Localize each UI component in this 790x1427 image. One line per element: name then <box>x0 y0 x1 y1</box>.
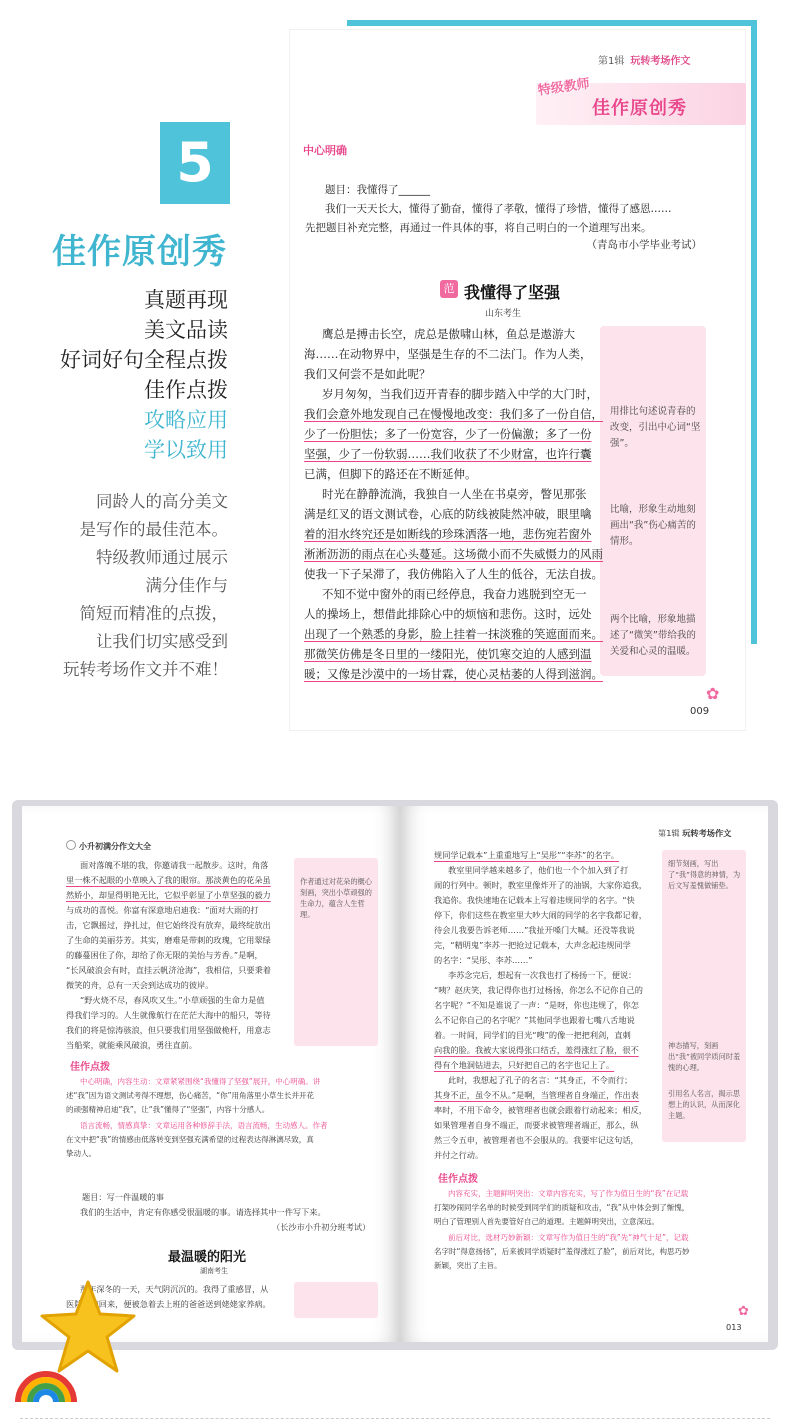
text-line: 的名字：“吴彤、李苏……” <box>434 955 533 965</box>
annotation-note: 两个比喻，形象地描述了“微笑”带给我的关爱和心灵的温暖。 <box>610 614 696 657</box>
text-line: 规同学记载本”上重重地写上“吴彤”“李苏”的名字。 <box>434 850 619 860</box>
text-line: 并付之行动。 <box>434 1150 484 1160</box>
comment-line: 中心明确，内容生动：文章紧紧围绕“我懂得了坚强”展开，中心明确。讲 <box>80 1077 321 1086</box>
essay-line: 鹰总是搏击长空，虎总是傲啸山林，鱼总是遨游大 <box>322 327 575 341</box>
text-line: 么不记你自己的名字呢？”其他同学也跟着七嘴八舌地说 <box>434 1015 635 1025</box>
book-logo-icon <box>66 840 76 850</box>
annotation-note: 引用名人名言，揭示思想上的认识，从而深化主题。 <box>668 1089 740 1120</box>
page-number: 013 <box>726 1322 742 1332</box>
essay-line-underlined: 着的泪水终究还是如断线的珍珠洒落一地，悲伤宛若窗外 <box>304 527 592 541</box>
blurb-line: 满分佳作与 <box>145 576 228 595</box>
book-header: 小升初满分作文大全 <box>66 840 151 852</box>
note-column <box>294 1282 378 1318</box>
question-source: （青岛市小学毕业考试） <box>586 239 702 251</box>
text-line: 率时，不用下命令，被管理者也就会跟着行动起来；相反， <box>434 1105 647 1115</box>
essay-line-underlined: 暖；又像是沙漠中的一场甘霖，使心灵枯萎的人得到滋润。 <box>304 667 603 681</box>
question-line: 先把题目补充完整，再通过一件具体的事，将自己明白的一个道理写出来。 <box>305 222 652 234</box>
text-line: 得有个地洞钻进去，只好把自己的名字也记上了。 <box>434 1060 615 1070</box>
comment-line: 的顽强精神启迪“我”，让“我”懂得了“坚强”，内容十分感人。 <box>66 1105 270 1114</box>
feature-item-highlight: 学以致用 <box>144 438 228 462</box>
question-source: （长沙市小升初分班考试） <box>272 1222 371 1232</box>
essay-line: 我们又何尝不是如此呢？ <box>304 367 431 381</box>
text-line: 面对落魄不堪的我，你邀请我一起散步。这时，角落 <box>80 860 269 870</box>
page-number: 009 <box>690 706 710 717</box>
topic-tag: 中心明确 <box>303 144 347 157</box>
question-title: 题目：写一件温暖的事 <box>82 1192 164 1202</box>
text-line: 如果管理者自身不端正，而要求被管理者端正，那么，纵 <box>434 1120 639 1130</box>
essay-line-underlined: 我们会意外地发现自己在慢慢地改变：我们多了一份自信， <box>304 407 603 421</box>
text-line: 然三令五申，被管理者也不会服从的。我要牢记这句话， <box>434 1135 639 1145</box>
blurb-line: 玩转考场作文并不难！ <box>63 660 228 679</box>
annotation-note: 作者通过对花朵的概心刻画，突出小草顽强的生命力，蕴含人生哲理。 <box>300 877 372 919</box>
divider <box>20 1418 770 1419</box>
essay-line: 海……在动物界中，坚强是生存的不二法门。作为人类， <box>304 347 592 361</box>
comment-line: 打架吵闹同学名单的时候受到同学们的质疑和攻击，“我”从中体会到了惭愧， <box>434 1203 690 1212</box>
text-line: 我们的将是惊涛骇浪，但只要我们用坚强做桅杆，用意志 <box>66 1025 271 1035</box>
text-line: 停下，你们这些在教室里大吵大闹的同学的名字我都记着， <box>434 910 647 920</box>
text-line: 闹的行列中。顿时，教室里像炸开了的油锅，大家你追我， <box>434 880 647 890</box>
teacher-logo: 特级教师 <box>537 76 591 99</box>
annotation-note: 用排比句述说青春的改变，引出中心词“坚强”。 <box>610 406 701 449</box>
text-line: 得我们学习的。人生就像航行在茫茫大海中的船只，等待 <box>66 1010 271 1020</box>
blurb-line: 特级教师通过展示 <box>96 548 228 567</box>
text-line: “长风破浪会有时，直挂云帆济沧海”，我相信，只要秉着 <box>66 965 271 975</box>
comment-line: 述“我”因为语文测试考得不理想，伤心痛苦，“你”用角落里小草生长并开花 <box>66 1091 315 1100</box>
annotation-note: 神态描写，刻画出“我”被同学质问时羞愧的心理。 <box>668 1041 741 1072</box>
text-line: 里一株不起眼的小草映入了我的眼帘。那淡黄色的花朵虽 <box>66 875 271 885</box>
essay-line: 使我一下子呆滞了，我仿佛陷入了人生的低谷，无法自拔。 <box>304 567 603 581</box>
comment-line: 前后对比，选材巧妙新颖：文章写作为值日生的“我”先“神气十足”，记载 <box>448 1233 689 1242</box>
essay-line-underlined: 出现了一个熟悉的身影，脸上挂着一抹淡雅的笑遮面而来。 <box>304 627 603 641</box>
feature-item: 好词好句全程点拨 <box>60 348 228 372</box>
running-head: 第1辑 玩转考场作文 <box>658 828 732 838</box>
essay-line: 满是红叉的语文测试卷，心底的防线被陡然冲破，眼里噙 <box>304 507 592 521</box>
comment-line: 语言流畅，情感真挚：文章运用各种修辞手法，语言流畅，生动感人。作者 <box>80 1121 328 1130</box>
question-line: 我们的生活中，肯定有你感受很温暖的事。请选择其中一件写下来。 <box>80 1207 326 1217</box>
running-head: 第1辑 玩转考场作文 <box>598 56 691 67</box>
text-line: 医院输液回来，便被急着去上班的爸爸送到姥姥家养病。 <box>66 1299 271 1309</box>
text-line: 击，它飘摇过，挣扎过，但它始终没有放弃，最终绽放出 <box>66 920 271 930</box>
text-line: “咦？赵庆笑，我记得你也打过杨扬，你怎么不记你自己的 <box>434 985 643 995</box>
essay-line: 岁月匆匆，当我们迈开青春的脚步踏入中学的大门时， <box>322 387 598 401</box>
text-line: 与成功的喜悦。你富有深意地启迪我：“面对大雨的打 <box>66 905 259 915</box>
feature-item: 佳作点拨 <box>144 378 228 402</box>
essay-author: 湖南考生 <box>200 1267 228 1275</box>
essay-line: 不知不觉中窗外的雨已经停息，我奋力逃脱到空无一 <box>322 587 587 601</box>
comment-title: 佳作点拨 <box>70 1062 110 1073</box>
comment-line: 名字时“得意扬扬”，后来被同学质疑时“羞得涨红了脸”，前后对比，构思巧妙 <box>434 1247 690 1256</box>
essay-title: 最温暖的阳光 <box>168 1250 247 1265</box>
text-line: 我追你。我快速地在记载本上写着违规同学的名字。“快 <box>434 895 635 905</box>
blurb-line: 同龄人的高分美文 <box>96 492 228 511</box>
blurb-line: 简短而精准的点拨， <box>79 604 228 623</box>
section-number-badge: 5 <box>160 122 230 204</box>
comment-line: 明白了管理别人首先要管好自己的道理。主题鲜明突出，立意深远。 <box>434 1217 659 1226</box>
book-spread <box>12 800 778 1350</box>
text-line: 向我的脸。我被大家说得张口结舌，羞得涨红了脸，很不 <box>434 1045 639 1055</box>
text-line: 待会儿我要告诉老师……”我扯开嗓门大喊。还没等我说 <box>434 925 635 935</box>
essay-line-underlined: 那微笑仿佛是冬日里的一缕阳光，使饥寒交迫的人感到温 <box>304 647 592 661</box>
star-icon <box>38 1278 138 1378</box>
text-line: 然娇小，却显得明艳无比，它似乎彰显了小草坚强的毅力 <box>66 890 271 900</box>
comment-line: 挚动人。 <box>66 1149 96 1158</box>
essay-icon: 范 <box>440 280 458 298</box>
feature-item-highlight: 攻略应用 <box>144 408 228 432</box>
text-line: 完，“精明鬼”李苏一把抢过记载本，大声念起违规同学 <box>434 940 631 950</box>
essay-line-underlined: 淅淅沥沥的雨点在心头蔓延。这场微小而不失威慑力的风雨 <box>304 547 603 561</box>
section-title: 佳作原创秀 <box>52 232 227 272</box>
text-line: 的藤蔓困住了你，却给了你无限的美怡与芳香。”是啊， <box>66 950 263 960</box>
annotation-note: 细节刻画，写出了“我”得意的神情，为后文写羞愧做铺垫。 <box>668 859 741 890</box>
essay-author: 山东考生 <box>485 309 522 319</box>
comment-line: 新颖，突出了主旨。 <box>434 1261 502 1270</box>
essay-line-underlined: 坚强，少了一份软弱……我们收获了不少财富，也许行囊 <box>304 447 592 461</box>
left-page <box>22 806 400 1342</box>
feature-item: 美文品读 <box>144 318 228 342</box>
right-page <box>400 806 768 1342</box>
comment-line: 内容充实，主题鲜明突出：文章内容充实，写了作为值日生的“我”在记载 <box>448 1189 689 1198</box>
text-line: 当船桨，就能乘风破浪，勇往直前。 <box>66 1040 198 1050</box>
text-line: 了生命的美丽芬芳。其实，磨难是带刺的玫瑰，它用翠绿 <box>66 935 271 945</box>
text-line: 此时，我想起了孔子的名言：“其身正，不令而行； <box>448 1075 633 1085</box>
flower-icon: ✿ <box>738 1304 749 1319</box>
question-line: 我们一天天长大，懂得了勤奋，懂得了孝敬，懂得了珍惜，懂得了感恩…… <box>325 203 672 215</box>
text-line: 微笑的舟，总有一天会到达成功的彼岸。 <box>66 980 214 990</box>
text-line: “野火烧不尽，春风吹又生。”小草顽强的生命力是值 <box>80 995 265 1005</box>
blurb-line: 是写作的最佳范本。 <box>79 520 228 539</box>
essay-line: 时光在静静流淌，我独自一人坐在书桌旁，瞥见那张 <box>322 487 587 501</box>
flower-icon: ✿ <box>706 684 720 703</box>
text-line: 名字呢？”不知是谁说了一声：“是呀，你也违规了，你怎 <box>434 1000 639 1010</box>
essay-line: 已满，但脚下的路还在不断延伸。 <box>304 467 477 481</box>
text-line: 那年深冬的一天，天气阴沉沉的。我得了重感冒，从 <box>80 1284 269 1294</box>
question-title: 题目：我懂得了______ <box>325 184 430 196</box>
text-line: 着。一时间，同学们的目光“嗖”的像一把把利剑，直刺 <box>434 1030 631 1040</box>
comment-title: 佳作点拨 <box>438 1174 478 1185</box>
comment-line: 在文中把“我”的情感由低落转变到坚强充满希望的过程表达得淋漓尽致，真 <box>66 1135 314 1144</box>
essay-line-underlined: 少了一份胆怯；多了一份宽容，少了一份偏激；多了一份 <box>304 427 592 441</box>
text-line: 李苏念完后，想起有一次我也打了杨扬一下，便说： <box>448 970 637 980</box>
text-line: 其身不正，虽令不从。”是啊，当管理者自身端正，作出表 <box>434 1090 639 1100</box>
blurb-line: 让我们切实感受到 <box>96 632 228 651</box>
essay-title: 我懂得了坚强 <box>464 283 561 302</box>
annotation-note: 比喻，形象生动地刻画出“我”伤心痛苦的情形。 <box>610 504 696 547</box>
feature-item: 真题再现 <box>144 288 228 312</box>
text-line: 教室里同学越来越多了，他们也一个个加入到了打 <box>448 865 629 875</box>
banner-title: 佳作原创秀 <box>592 98 687 119</box>
essay-line: 人的操场上，想借此排除心中的烦恼和悲伤。这时，远处 <box>304 607 592 621</box>
